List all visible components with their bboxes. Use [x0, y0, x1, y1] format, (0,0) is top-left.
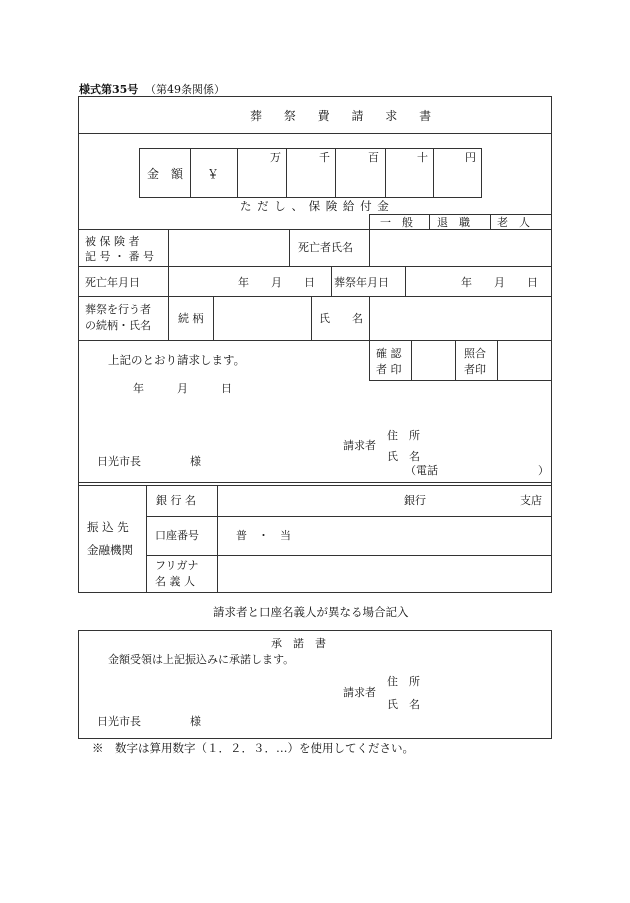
account-type: 普 ・ 当	[236, 529, 291, 542]
bank-side-label-1: 振 込 先	[87, 520, 129, 534]
funeral-date-label: 葬祭年月日	[334, 276, 389, 289]
deceased-name-label: 死亡者氏名	[298, 241, 353, 254]
bank-side-label-2: 金融機関	[87, 543, 133, 557]
unit-en: 円	[465, 151, 476, 164]
funeral-host-label-1: 葬祭を行う者	[85, 303, 151, 316]
unit-man: 万	[270, 151, 281, 164]
form-title: 葬 祭 費 請 求 書	[250, 109, 441, 123]
address-label: 住 所	[387, 429, 420, 442]
note-between: 請求者と口座名義人が異なる場合記入	[213, 605, 409, 619]
footnote: ※ 数字は算用数字（１．２．３．…）を使用してください。	[92, 741, 414, 755]
check-label-2: 者印	[464, 363, 486, 376]
death-date-value: 年 月 日	[238, 276, 315, 289]
check-label-1: 照合	[464, 347, 486, 360]
bank-suffix: 銀行	[404, 494, 426, 507]
form-relation: （第49条関係）	[145, 83, 225, 96]
account-label: 口座番号	[155, 529, 199, 542]
confirm-label-1: 確 認	[376, 347, 402, 360]
form-number: 様式第35号	[79, 83, 139, 96]
death-date-label: 死亡年月日	[85, 276, 140, 289]
category-general: 一 般	[380, 216, 413, 229]
name-label: 氏 名	[387, 450, 420, 463]
insured-label-1: 被 保 険 者	[85, 235, 140, 248]
consent-honorific: 様	[190, 715, 201, 728]
category-elderly: 老 人	[497, 216, 530, 229]
amount-label: 金 額	[147, 167, 184, 181]
consent-requester-label: 請求者	[343, 686, 376, 699]
insured-label-2: 記 号 ・ 番 号	[85, 250, 154, 263]
addressee: 日光市長	[97, 455, 141, 468]
request-date: 年 月 日	[133, 382, 232, 395]
bank-name-label: 銀 行 名	[156, 494, 196, 507]
request-statement: 上記のとおり請求します。	[108, 353, 246, 367]
unit-hyaku: 百	[368, 151, 379, 164]
funeral-date-value: 年 月 日	[461, 276, 538, 289]
funeral-host-label-2: の続柄・氏名	[85, 319, 151, 332]
consent-address-label: 住 所	[387, 675, 420, 688]
proviso-text: た だ し 、 保 険 給 付 金	[240, 199, 390, 213]
host-name-label: 氏 名	[319, 312, 363, 325]
holder-label: 名 義 人	[155, 575, 195, 588]
phone-close: ）	[538, 464, 549, 477]
consent-text: 金額受領は上記振込みに承諾します。	[108, 653, 295, 666]
unit-juu: 十	[417, 151, 428, 164]
unit-sen: 千	[319, 151, 330, 164]
consent-title: 承 諾 書	[271, 637, 326, 650]
yen-mark: ￥	[207, 167, 220, 181]
relation-label: 続 柄	[178, 312, 204, 325]
requester-label: 請求者	[343, 439, 376, 452]
furigana-label: フリガナ	[155, 559, 199, 572]
branch-suffix: 支店	[520, 494, 542, 507]
category-retired: 退 職	[437, 216, 470, 229]
phone-label: （電話	[405, 464, 438, 477]
confirm-label-2: 者 印	[376, 363, 402, 376]
consent-name-label: 氏 名	[387, 698, 420, 711]
honorific: 様	[190, 455, 201, 468]
consent-addressee: 日光市長	[97, 715, 141, 728]
